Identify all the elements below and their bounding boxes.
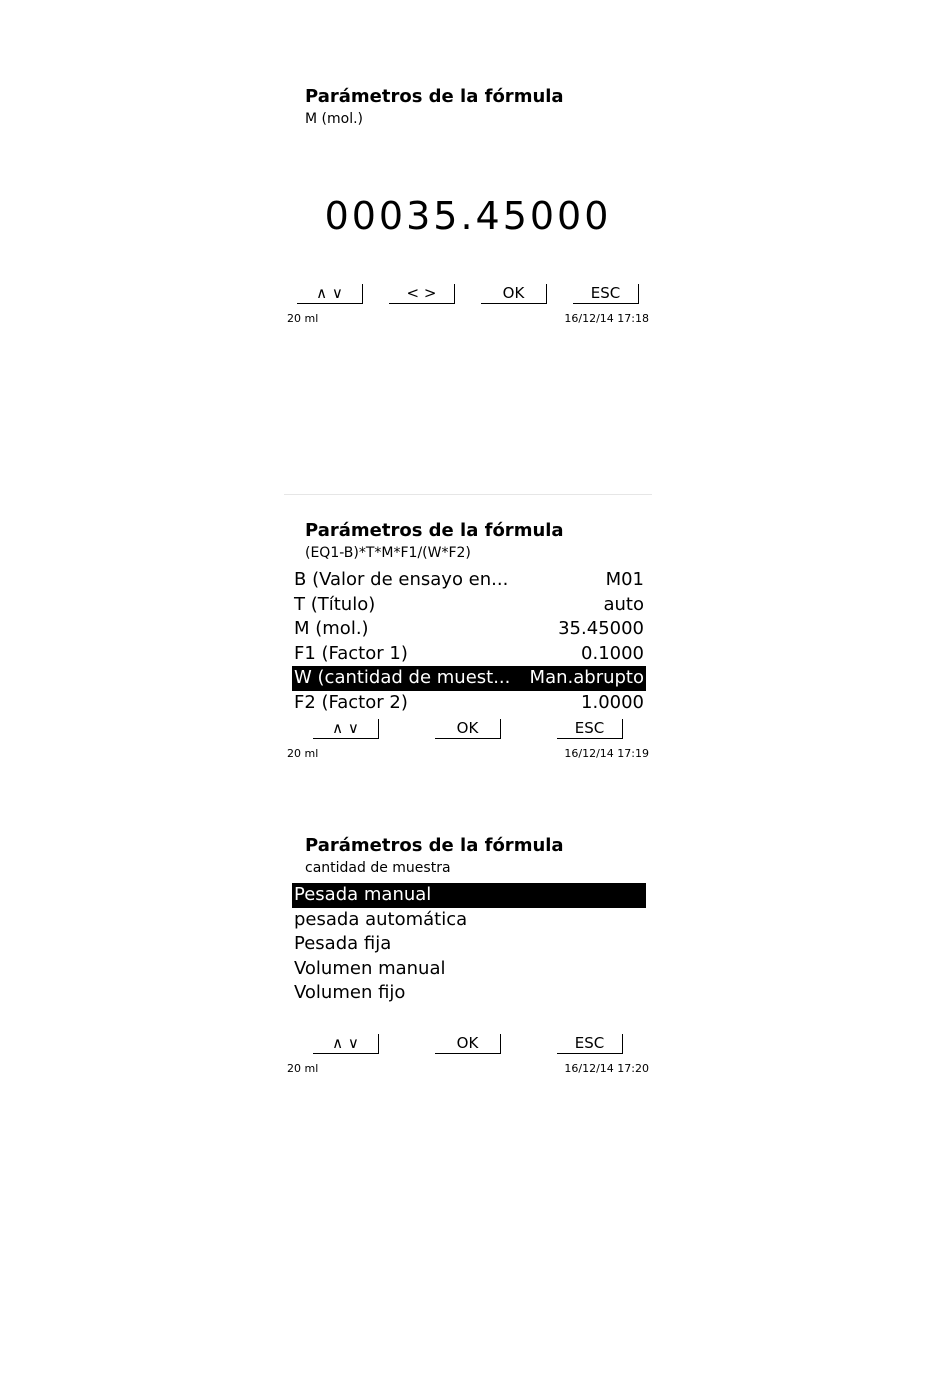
option-label: Volumen manual xyxy=(294,957,446,979)
parameter-row-b[interactable] xyxy=(292,568,646,593)
formula-parameter-list-screen xyxy=(284,516,652,768)
status-datetime: 16/12/14 17:18 xyxy=(564,312,649,325)
status-volume: 20 ml xyxy=(287,312,319,325)
parameter-value: M01 xyxy=(605,569,644,590)
numeric-value-input[interactable]: 00035.45000 xyxy=(324,194,612,238)
esc-softkey[interactable]: ESC xyxy=(557,1034,623,1054)
parameter-label: F2 (Factor 2) xyxy=(294,691,408,713)
parameter-row-f1[interactable] xyxy=(292,642,646,667)
parameter-value: 1.0000 xyxy=(581,691,644,713)
parameter-row-m[interactable] xyxy=(292,617,646,642)
status-volume: 20 ml xyxy=(287,747,319,760)
parameter-value: auto xyxy=(603,593,644,615)
option-label: Pesada manual xyxy=(294,884,432,905)
option-pesada-automatica[interactable] xyxy=(292,908,646,933)
ok-softkey[interactable]: OK xyxy=(435,1034,501,1054)
status-volume: 20 ml xyxy=(287,1062,319,1075)
parameter-row-w-selected[interactable] xyxy=(292,666,646,691)
up-down-softkey[interactable]: ∧ ∨ xyxy=(313,719,379,739)
formula-parameter-entry-screen xyxy=(284,82,652,332)
screen-subtitle: M (mol.) xyxy=(305,111,363,127)
screen-subtitle: cantidad de muestra xyxy=(305,860,451,876)
left-right-softkey[interactable]: < > xyxy=(389,284,455,304)
option-label: pesada automática xyxy=(294,908,468,930)
parameter-label: W (cantidad de muest... xyxy=(294,667,511,689)
parameter-value: 35.45000 xyxy=(558,618,644,640)
option-pesada-fija[interactable] xyxy=(292,932,646,957)
parameter-value: Man.abrupto xyxy=(529,667,644,689)
status-datetime: 16/12/14 17:19 xyxy=(564,747,649,760)
screen-title: Parámetros de la fórmula xyxy=(305,86,564,107)
screen-title: Parámetros de la fórmula xyxy=(305,520,564,541)
parameter-label: M (mol.) xyxy=(294,618,369,640)
up-down-softkey[interactable]: ∧ ∨ xyxy=(297,284,363,304)
option-pesada-manual[interactable] xyxy=(292,883,646,908)
parameter-list xyxy=(292,568,646,716)
formula-expression: (EQ1-B)*T*M*F1/(W*F2) xyxy=(305,545,471,561)
up-down-softkey[interactable]: ∧ ∨ xyxy=(313,1034,379,1054)
parameter-label: B (Valor de ensayo en... xyxy=(294,569,509,590)
option-list xyxy=(292,883,646,1006)
option-label: Pesada fija xyxy=(294,933,392,955)
screen-title: Parámetros de la fórmula xyxy=(305,835,564,856)
option-volumen-fijo[interactable] xyxy=(292,981,646,1006)
parameter-row-t[interactable] xyxy=(292,593,646,618)
ok-softkey[interactable]: OK xyxy=(481,284,547,304)
parameter-label: T (Título) xyxy=(294,593,376,615)
ok-softkey[interactable]: OK xyxy=(435,719,501,739)
status-datetime: 16/12/14 17:20 xyxy=(564,1062,649,1075)
esc-softkey[interactable]: ESC xyxy=(573,284,639,304)
sample-quantity-screen xyxy=(284,832,652,1082)
option-label: Volumen fijo xyxy=(294,982,406,1004)
option-volumen-manual[interactable] xyxy=(292,957,646,982)
esc-softkey[interactable]: ESC xyxy=(557,719,623,739)
parameter-value: 0.1000 xyxy=(581,642,644,664)
parameter-label: F1 (Factor 1) xyxy=(294,642,408,664)
divider xyxy=(284,494,652,495)
parameter-row-f2[interactable] xyxy=(292,691,646,716)
